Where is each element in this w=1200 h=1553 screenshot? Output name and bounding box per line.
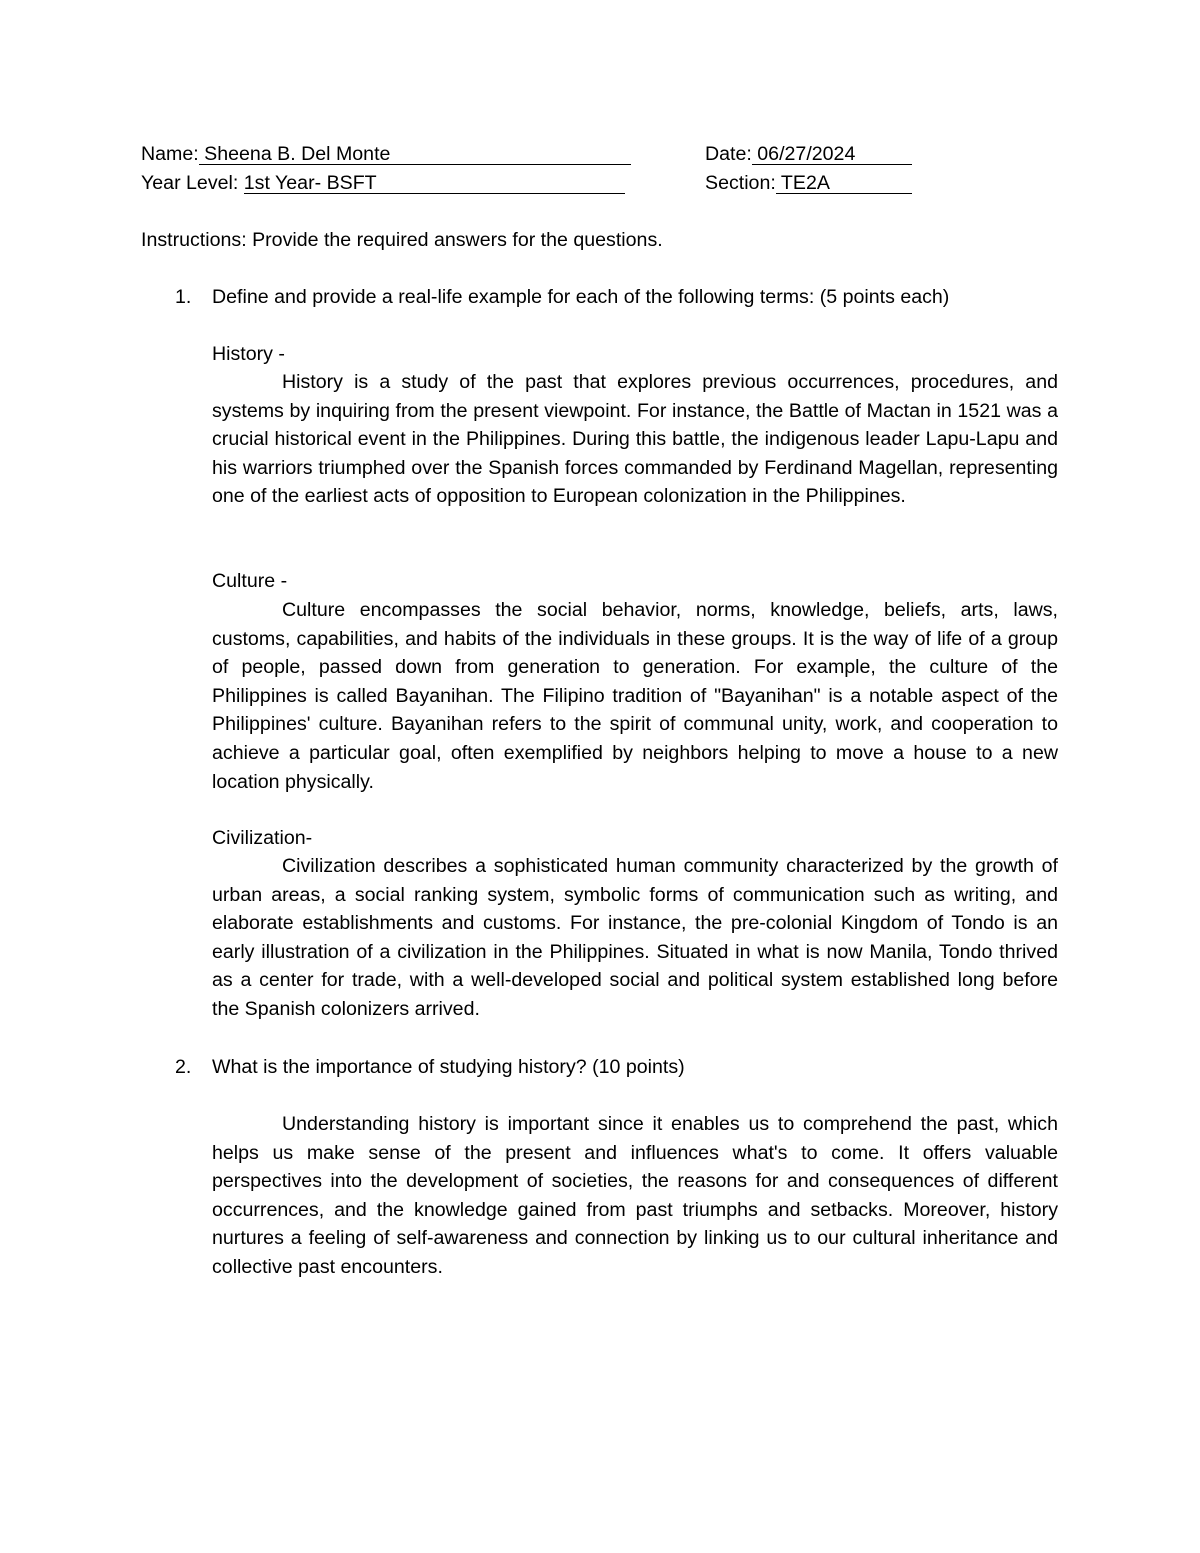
year-level-label: Year Level: — [141, 172, 239, 194]
question-number: 1. — [175, 286, 192, 308]
date-value: 06/27/2024 — [752, 145, 912, 165]
date-field — [705, 142, 921, 166]
question-number: 2. — [175, 1056, 192, 1078]
term-title-civilization: Civilization- — [212, 827, 313, 849]
name-field — [141, 142, 636, 166]
term-body-culture: Culture encompasses the social behavior, norms, knowledge, beliefs, arts, laws, customs, capabilities, and habits of the individuals in these groups. It is the way of life of a group of people, passed down from generation to generation. For example, the culture of the Philippines is called Bayanihan. The Filipino tradition of "Bayanihan" is a notable aspect of the Philippines' culture. Bayanihan refers to the spirit of communal unity, work, and cooperation to achieve a particular goal, often exemplified by neighbors helping to move a house to a new location physically. — [212, 599, 1058, 793]
year-level-value: 1st Year- BSFT — [244, 174, 625, 194]
answer-body-question-2: Understanding history is important since it enables us to comprehend the past, which helps us make sense of the present and influences what's to come. It offers valuable perspectives into the development of societies, the reasons for and consequences of different occurrences, and the knowledge gained from past triumphs and setbacks. Moreover, history nurtures a feeling of self-awareness and connection by linking us to our cultural inheritance and collective past encounters. — [212, 1113, 1058, 1278]
section-field — [705, 171, 921, 195]
date-label: Date: — [705, 143, 752, 165]
name-label: Name: — [141, 143, 199, 165]
header-row-year-section — [141, 171, 921, 195]
term-title-history: History - — [212, 343, 285, 365]
term-body-history: History is a study of the past that explores previous occurrences, procedures, and systems by inquiring from the present viewpoint. For instance, the Battle of Mactan in 1521 was a crucial historical event in the Philippines. During this battle, the indigenous leader Lapu-Lapu and his warriors triumphed over the Spanish forces commanded by Ferdinand Magellan, representing one of the earliest acts of opposition to European colonization in the Philippines. — [212, 371, 1058, 508]
term-title-culture: Culture - — [212, 570, 288, 592]
question-text: Define and provide a real-life example for each of the following terms: (5 points each) — [212, 286, 950, 308]
term-body-civilization: Civilization describes a sophisticated human community characterized by the growth of urban areas, a social ranking system, symbolic forms of communication such as writing, and elaborate establishments and customs. For instance, the pre-colonial Kingdom of Tondo is an early illustration of a civilization in the Philippines. Situated in what is now Manila, Tondo thrived as a center for trade, with a well-developed social and political system established long before the Spanish colonizers arrived. — [212, 855, 1058, 1020]
section-label: Section: — [705, 172, 776, 194]
name-value: Sheena B. Del Monte — [199, 145, 631, 165]
question-text: What is the importance of studying history? (10 points) — [212, 1056, 685, 1078]
header-row-name-date — [141, 142, 921, 166]
section-value: TE2A — [776, 174, 912, 194]
year-level-field — [141, 171, 636, 195]
instructions: Instructions: Provide the required answers for the questions. — [141, 229, 663, 251]
